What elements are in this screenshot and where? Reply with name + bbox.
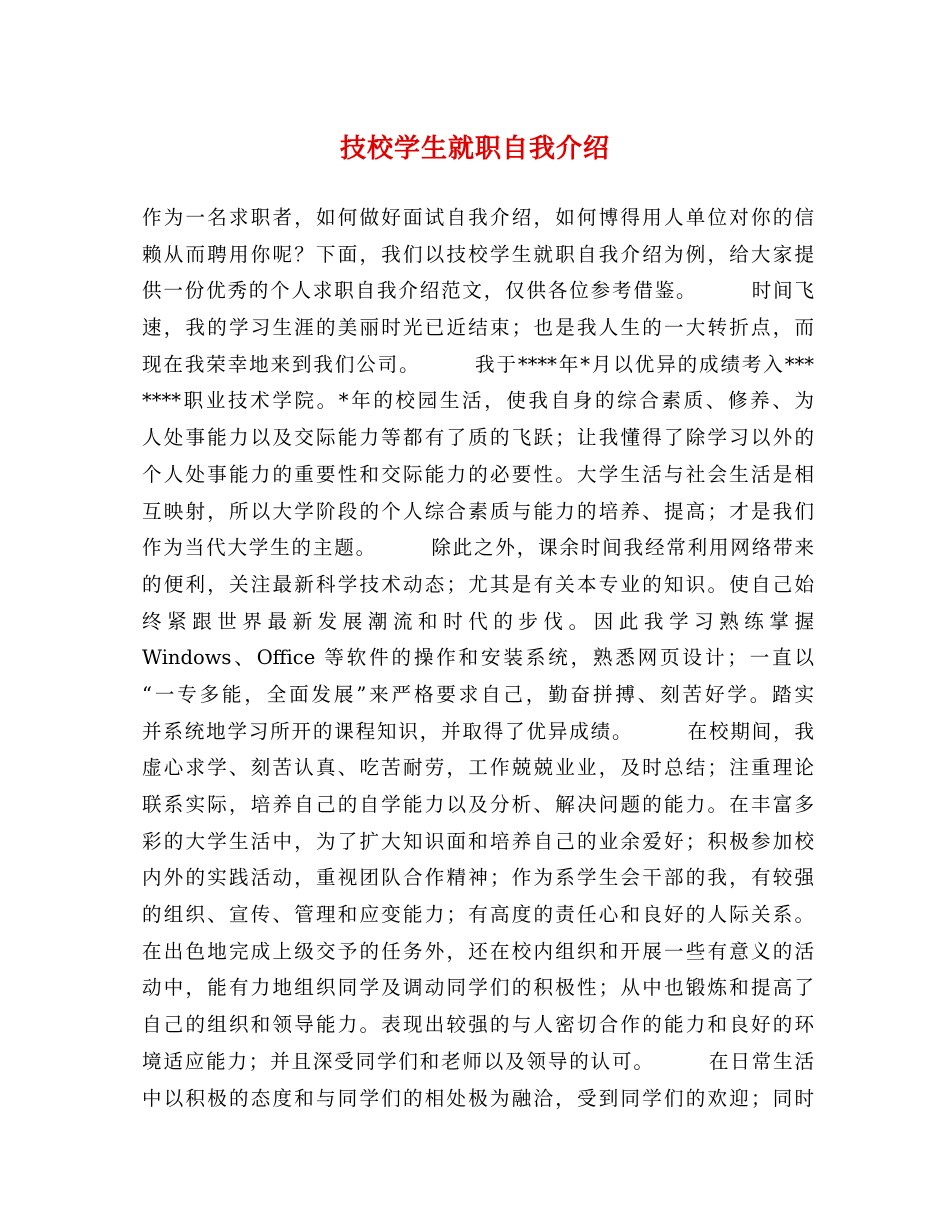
- document-body: [142, 200, 814, 1117]
- body-line: 人处事能力以及交际能力等都有了质的飞跃；让我懂得了除学习以外的: [142, 426, 814, 450]
- body-line: 互映射，所以大学阶段的个人综合素质与能力的培养、提高；才是我们: [142, 499, 814, 523]
- body-line: 的组织、宣传、管理和应变能力；有高度的责任心和良好的人际关系。: [142, 903, 814, 927]
- body-line: 内外的实践活动，重视团队合作精神；作为系学生会干部的我，有较强: [142, 866, 814, 890]
- body-line: 动中，能有力地组织同学及调动同学们的积极性；从中也锻炼和提高了: [142, 976, 814, 1000]
- body-line: “一专多能，全面发展”来严格要求自己，勤奋拼搏、刻苦好学。踏实: [142, 682, 814, 706]
- body-line: Windows、Office 等软件的操作和安装系统，熟悉网页设计；一直以: [142, 646, 814, 670]
- body-line: 境适应能力；并且深受同学们和老师以及领导的认可。 在日常生活: [142, 1049, 814, 1073]
- body-line: 彩的大学生活中，为了扩大知识面和培养自己的业余爱好；积极参加校: [142, 829, 814, 853]
- body-line: 作为当代大学生的主题。 除此之外，课余时间我经常利用网络带来: [142, 536, 814, 560]
- body-line: 赖从而聘用你呢？下面，我们以技校学生就职自我介绍为例，给大家提: [142, 242, 814, 266]
- body-line: 供一份优秀的个人求职自我介绍范文，仅供各位参考借鉴。 时间飞: [142, 279, 814, 303]
- body-line: 的便利，关注最新科学技术动态；尤其是有关本专业的知识。使自己始: [142, 572, 814, 596]
- body-line: ****职业技术学院。*年的校园生活，使我自身的综合素质、修养、为: [142, 389, 814, 413]
- body-line: 联系实际，培养自己的自学能力以及分析、解决问题的能力。在丰富多: [142, 793, 814, 816]
- body-line: 现在我荣幸地来到我们公司。 我于****年*月以优异的成绩考入***: [142, 352, 814, 376]
- body-line: 作为一名求职者，如何做好面试自我介绍，如何博得用人单位对你的信: [142, 206, 814, 229]
- body-line: 终紧跟世界最新发展潮流和时代的步伐。因此我学习熟练掌握: [142, 609, 814, 633]
- document-title: 技校学生就职自我介绍: [339, 134, 610, 164]
- body-line: 速，我的学习生涯的美丽时光已近结束；也是我人生的一大转折点，而: [142, 316, 814, 340]
- body-line: 并系统地学习所开的课程知识，并取得了优异成绩。 在校期间，我: [142, 719, 814, 743]
- body-line: 个人处事能力的重要性和交际能力的必要性。大学生活与社会生活是相: [142, 462, 814, 486]
- body-line: 虚心求学、刻苦认真、吃苦耐劳，工作兢兢业业，及时总结；注重理论: [142, 756, 814, 780]
- body-line: 自己的组织和领导能力。表现出较强的与人密切合作的能力和良好的环: [142, 1013, 814, 1037]
- body-line: 在出色地完成上级交予的任务外，还在校内组织和开展一些有意义的活: [142, 939, 814, 963]
- body-line: 中以积极的态度和与同学们的相处极为融洽，受到同学们的欢迎；同时: [142, 1086, 814, 1110]
